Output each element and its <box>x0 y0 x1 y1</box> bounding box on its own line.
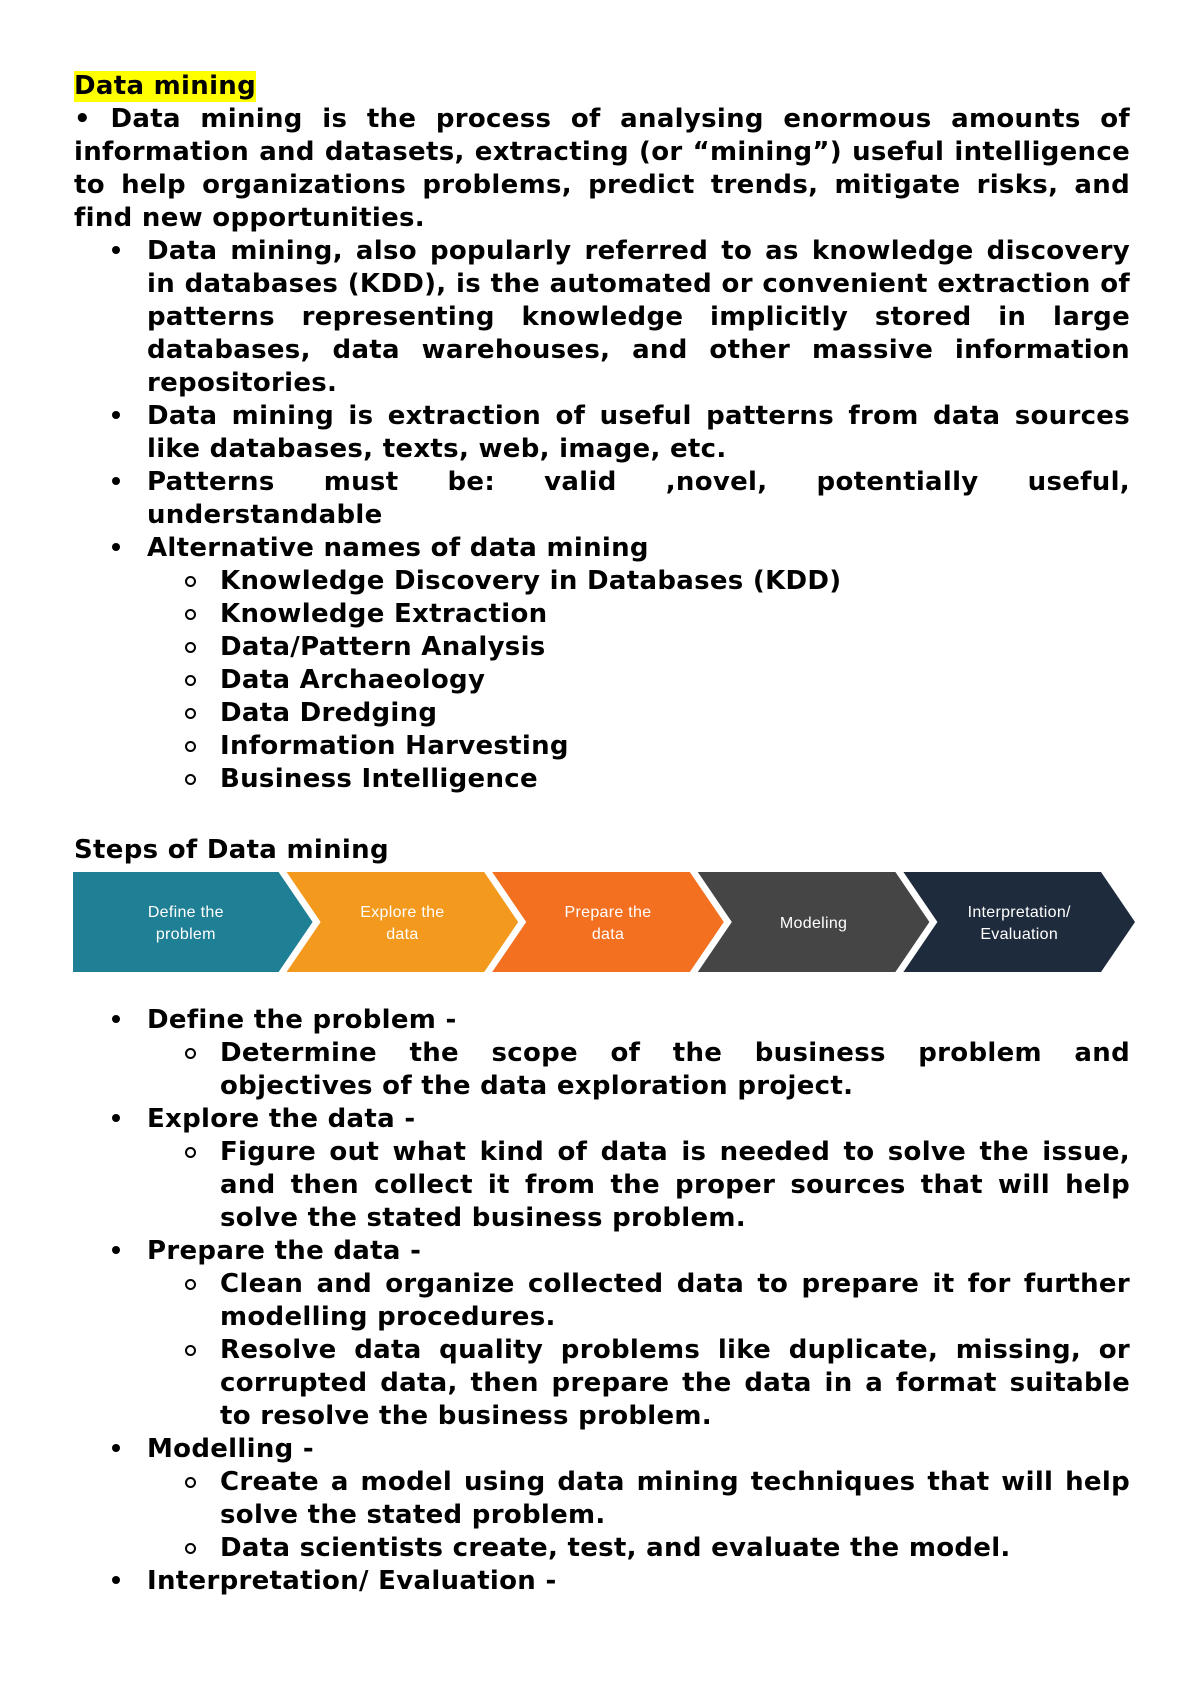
document-page <box>74 70 1130 1598</box>
step-item <box>74 1004 1130 1103</box>
chevron-label: Evaluation <box>980 926 1059 943</box>
step-detail: Determine the scope of the business problem and objectives of the data exploration project. <box>147 1037 1130 1103</box>
overview-list <box>74 235 1130 796</box>
step-title: Interpretation/ Evaluation - <box>147 1566 557 1596</box>
chevron-step-1 <box>73 872 313 972</box>
list-item: Data Dredging <box>147 697 1130 730</box>
chevron-label: Interpretation/ <box>967 904 1071 921</box>
step-title: Define the problem - <box>147 1005 457 1035</box>
list-item: Knowledge Discovery in Databases (KDD) <box>147 565 1130 598</box>
step-detail: Data scientists create, test, and evaluate the model. <box>147 1532 1130 1565</box>
steps-heading: Steps of Data mining <box>74 835 389 865</box>
step-detail: Resolve data quality problems like duplicate, missing, or corrupted data, then prepare the data in a format suitable to resolve the business problem. <box>147 1334 1130 1433</box>
list-item: Data Archaeology <box>147 664 1130 697</box>
document-title: Data mining <box>74 71 256 101</box>
step-title: Prepare the data - <box>147 1236 422 1266</box>
alt-names-list <box>147 565 1130 796</box>
list-item: Data mining is extraction of useful patterns from data sources like databases, texts, web, image, etc. <box>74 400 1130 466</box>
chevron-label: Define the <box>147 904 224 921</box>
list-item: Data mining, also popularly referred to as knowledge discovery in databases (KDD), is the automated or convenient extraction of patterns representing knowledge implicitly stored in large databases, data warehouses, and other massive information repositories. <box>74 235 1130 400</box>
chevron-step-2 <box>287 872 519 972</box>
step-item <box>74 1235 1130 1433</box>
list-item: Business Intelligence <box>147 763 1130 796</box>
step-detail: Clean and organize collected data to prepare it for further modelling procedures. <box>147 1268 1130 1334</box>
step-title: Modelling - <box>147 1434 314 1464</box>
chevron-label: Explore the <box>360 904 445 921</box>
chevron-step-5 <box>903 872 1135 972</box>
chevron-step-3 <box>492 872 724 972</box>
chevron-label: data <box>386 926 419 943</box>
step-item <box>74 1565 1130 1598</box>
chevron-label: Modeling <box>779 915 848 932</box>
list-item: Information Harvesting <box>147 730 1130 763</box>
step-item <box>74 1103 1130 1235</box>
list-item <box>74 532 1130 796</box>
list-item: Knowledge Extraction <box>147 598 1130 631</box>
step-detail: Figure out what kind of data is needed to solve the issue, and then collect it from the proper sources that will help solve the stated business problem. <box>147 1136 1130 1235</box>
step-title: Explore the data - <box>147 1104 416 1134</box>
steps-chevrons <box>73 872 1135 972</box>
alt-names-heading: Alternative names of data mining <box>147 533 649 563</box>
list-item: Patterns must be: valid ,novel, potentially useful, understandable <box>74 466 1130 532</box>
chevron-label: data <box>591 926 625 943</box>
intro-paragraph: • Data mining is the process of analysing enormous amounts of information and datasets, extracting (or “mining”) useful intelligence to help organizations problems, predict trends, mitigate risks, and find new opportunities. <box>74 104 1130 233</box>
steps-list <box>74 1004 1130 1598</box>
chevron-label: problem <box>155 926 216 943</box>
chevron-label: Prepare the <box>564 904 652 921</box>
list-item: Data/Pattern Analysis <box>147 631 1130 664</box>
step-item <box>74 1433 1130 1565</box>
step-detail: Create a model using data mining techniques that will help solve the stated problem. <box>147 1466 1130 1532</box>
steps-diagram <box>73 872 1145 972</box>
